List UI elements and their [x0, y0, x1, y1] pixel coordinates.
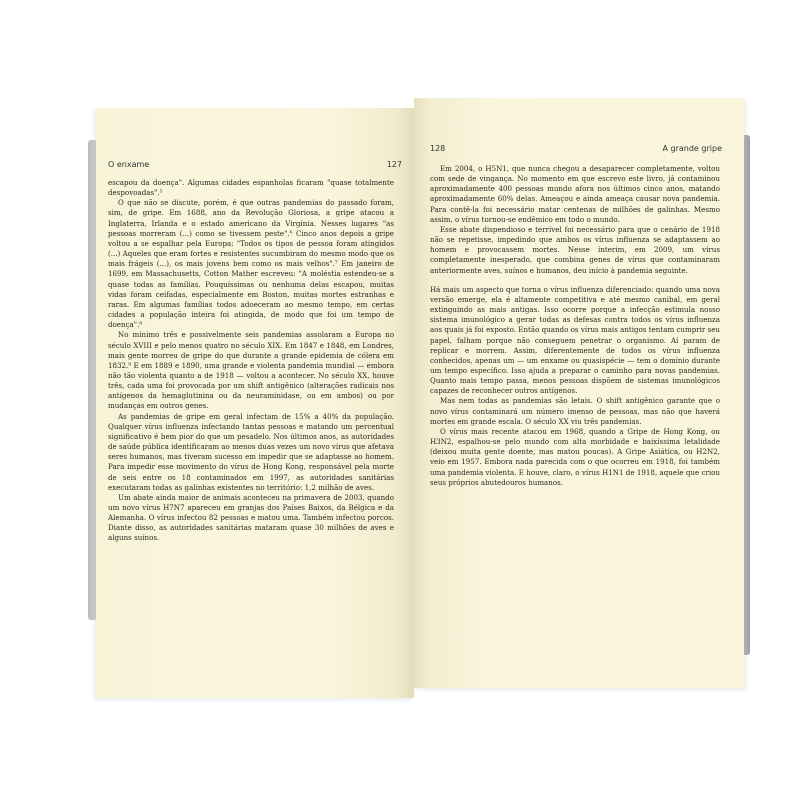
left-page-text [108, 178, 394, 544]
left-page-number: 127 [386, 160, 402, 169]
right-page-number: 128 [430, 144, 446, 153]
paragraph: Um abate ainda maior de animais aconteceu na primavera de 2003, quando um novo vírus H7N7 apareceu em granjas dos Países Baixos, da Bélgica e da Alemanha. O vírus infectou 82 pessoas e matou uma. Também infectou porcos. Diante disso, as autoridades sanitárias mataram quase 30 milhões de aves e alguns suínos. [108, 492, 394, 543]
paragraph: Esse abate dispendioso e terrível foi necessário para que o cenário de 1918 não se repetisse, impedindo que ambos os vírus influenza se adaptassem ao homem e provocassem mortes. Nesse ínterim, em 2009, um vírus completamente inesperado, que combina genes de vírus que contaminaram anteriormente aves, suínos e humanos, deu início à pandemia seguinte. [430, 224, 720, 275]
right-page [414, 98, 744, 688]
paragraph: As pandemias de gripe em geral infectam de 15% a 40% da população. Qualquer vírus influenza infectando tantas pessoas e matando um percentual significativo é bem pior do que um pesadelo. Nos últimos anos, as autoridades de saúde pública identificaram ao menos duas vezes um novo vírus que afetava seres humanos, mas tiveram sucesso em impedir que se adaptasse ao homem. Para impedir esse movimento do vírus de Hong Kong, responsável pela morte de seis entre os 18 contaminados em 1997, as autoridades sanitárias executaram todas as galinhas existentes no território: 1,2 milhão de aves. [108, 411, 394, 492]
paragraph: Há mais um aspecto que torna o vírus influenza diferenciado: quando uma nova versão emerge, ela é altamente competitiva e até mesmo canibal, em geral extinguindo as mais antigas. Isso ocorre porque a infecção estimula nosso sistema imunológico a gerar todas as defesas contra todos os vírus influenza aos quais já foi exposto. Então quando os vírus mais antigos tentam cumprir seu papel, falham porque não conseguem penetrar o organismo. Aí param de replicar e morrem. Assim, diferentemente de todos os vírus influenza conhecidos, apenas um — um enxame ou quasispécie — tem o domínio durante um tempo específico. Isso ajuda a preparar o caminho para novas pandemias. Quanto mais tempo passa, menos pessoas dispõem de sistemas imunológicos capazes de reconhecer outros antígenos. [430, 284, 720, 396]
paragraph: Mas nem todas as pandemias são letais. O shift antigênico garante que o novo vírus contaminará um número imenso de pessoas, mas não que haverá mortes em grande escala. O século XX viu três pandemias. [430, 396, 720, 426]
paragraph: escapou da doença". Algumas cidades espanholas ficaram "quase totalmente despovoadas".⁵ [108, 178, 394, 198]
paragraph: O que não se discute, porém, é que outras pandemias do passado foram, sim, de gripe. Em 1688, ano da Revolução Gloriosa, a gripe atacou a Inglaterra, Irlanda e o estado americano da Virgínia. Nesses lugares "as pessoas morreram (...) como se tivessem peste".⁶ Cinco anos depois a gripe voltou a se espalhar pela Europa: "Todos os tipos de pessoa foram atingidos (...) Aqueles que eram fortes e resistentes sucumbiram do mesmo modo que os mais frágeis (...), os mais jovens bem como os mais velhos".⁷ Em janeiro de 1699, em Massachusetts, Cotton Mather escreveu: "A moléstia estendeu-se a quase todas as famílias. Pouquíssimas ou nenhuma delas escapou, muitas vidas foram ceifadas, especialmente em Boston, muitas mortes estranhas e raras. Em algumas famílias todos adoeceram ao mesmo tempo, em certas cidades a população inteira foi atingida, de modo que foi um tempo de doença".⁸ [108, 198, 394, 330]
paragraph: O vírus mais recente atacou em 1968, quando a Gripe de Hong Kong, ou H3N2, espalhou-se pelo mundo com alta morbidade e baixíssima letalidade (deixou muita gente doente, mas matou poucas). A Gripe Asiática, ou H2N2, veio em 1957. Embora nada parecida com o que ocorreu em 1918, foi também uma pandemia violenta. E houve, claro, o vírus H1N1 de 1918, aquele que criou seus próprios abutedouros humanos. [430, 426, 720, 487]
paragraph: Em 2004, o H5N1, que nunca chegou a desaparecer completamente, voltou com sede de vingança. No momento em que escrevo este livro, já contaminou aproximadamente 400 pessoas mundo afora nos últimos cinco anos, matando aproximadamente 60% delas. Ameaçou e ainda ameaça causar nova pandemia. Para contê-la foi necessário matar centenas de milhões de galinhas. Mesmo assim, o vírus tornou-se endêmico em todo o mundo. [430, 164, 720, 224]
paragraph: No mínimo três e possivelmente seis pandemias assolaram a Europa no século XVIII e pelo menos quatro no século XIX. Em 1847 e 1848, em Londres, mais gente morreu de gripe do que durante a grande epidemia de cólera em 1832.⁹ E em 1889 e 1890, uma grande e violenta pandemia mundial — embora não tão violenta quanto a de 1918 — voltou a acontecer. No século XX, houve três, cada uma foi provocada por um shift antigênico (alterações radicais nos antígenos da hemaglutinina ou da neuraminidase, ou em ambos) ou por mudanças em outros genes. [108, 330, 394, 411]
right-page-text [430, 164, 720, 488]
left-page [96, 108, 414, 698]
right-running-head: A grande gripe [662, 144, 722, 153]
left-running-head: O enxame [108, 160, 150, 169]
